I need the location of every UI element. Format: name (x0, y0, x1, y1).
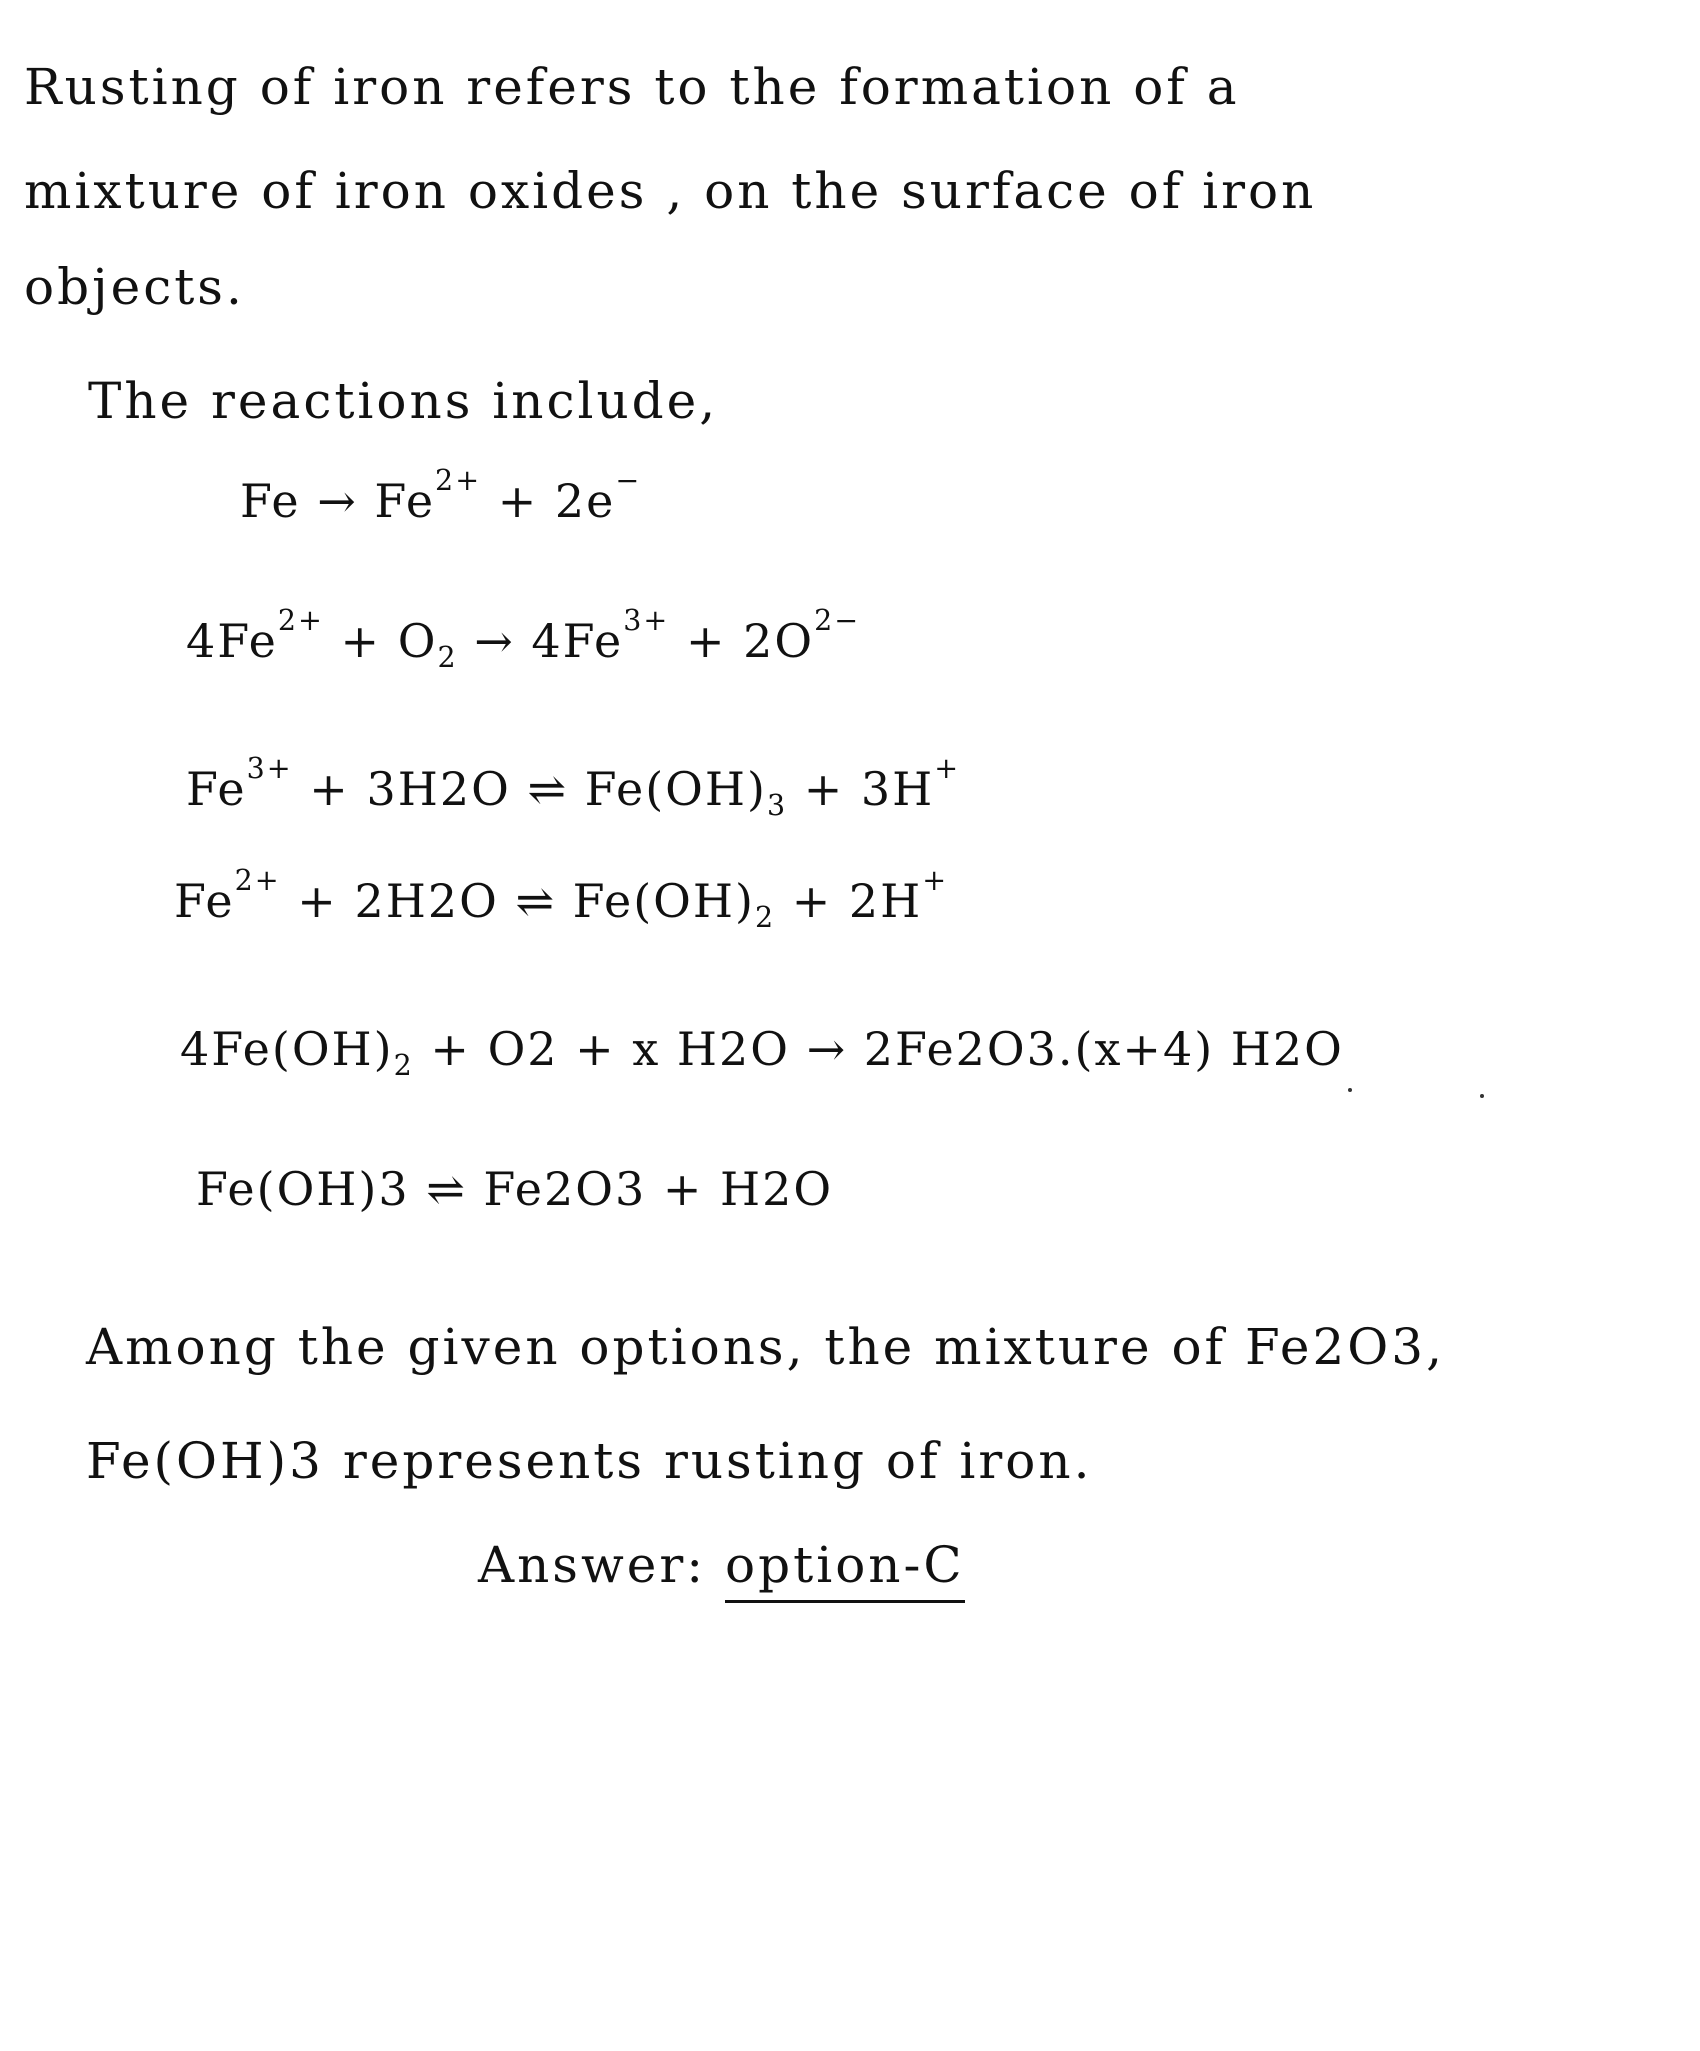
equation-2: $4Fe^{2+} + O_2 \to 4Fe^{3+} + 2O^{2-}$ (186, 603, 861, 674)
equation-4: $Fe^{2+} + 2H2O$ ⇌ $Fe(OH)_2 + 2H^+$ (174, 863, 949, 934)
reactions-intro: The reactions include, (88, 372, 719, 430)
conclusion-line-2: Fe(OH)3 represents rusting of iron. (86, 1432, 1093, 1490)
answer-value: option-C (725, 1536, 965, 1603)
pen-dot (1348, 1088, 1352, 1092)
paragraph-line-3: objects. (24, 258, 245, 316)
equation-6: Fe(OH)3 ⇌ Fe2O3 + H2O (196, 1162, 834, 1216)
paragraph-line-1: Rusting of iron refers to the formation of a (24, 58, 1240, 116)
equation-5: $4Fe(OH)_2 + O2 + x$ H2O → 2Fe2O3.(x+4) H2O (180, 1022, 1344, 1082)
equation-1: $Fe \to Fe^{2+} + 2e^-$ (240, 463, 642, 528)
equation-3: $Fe^{3+} + 3H2O$ ⇌ $Fe(OH)_3 + 3H^+$ (186, 751, 961, 822)
pen-dot (1480, 1094, 1484, 1098)
answer-line (478, 1536, 965, 1594)
paragraph-line-2: mixture of iron oxides , on the surface of iron (24, 162, 1317, 220)
conclusion-line-1: Among the given options, the mixture of Fe2O3, (86, 1318, 1445, 1376)
answer-label: Answer: (478, 1536, 725, 1594)
